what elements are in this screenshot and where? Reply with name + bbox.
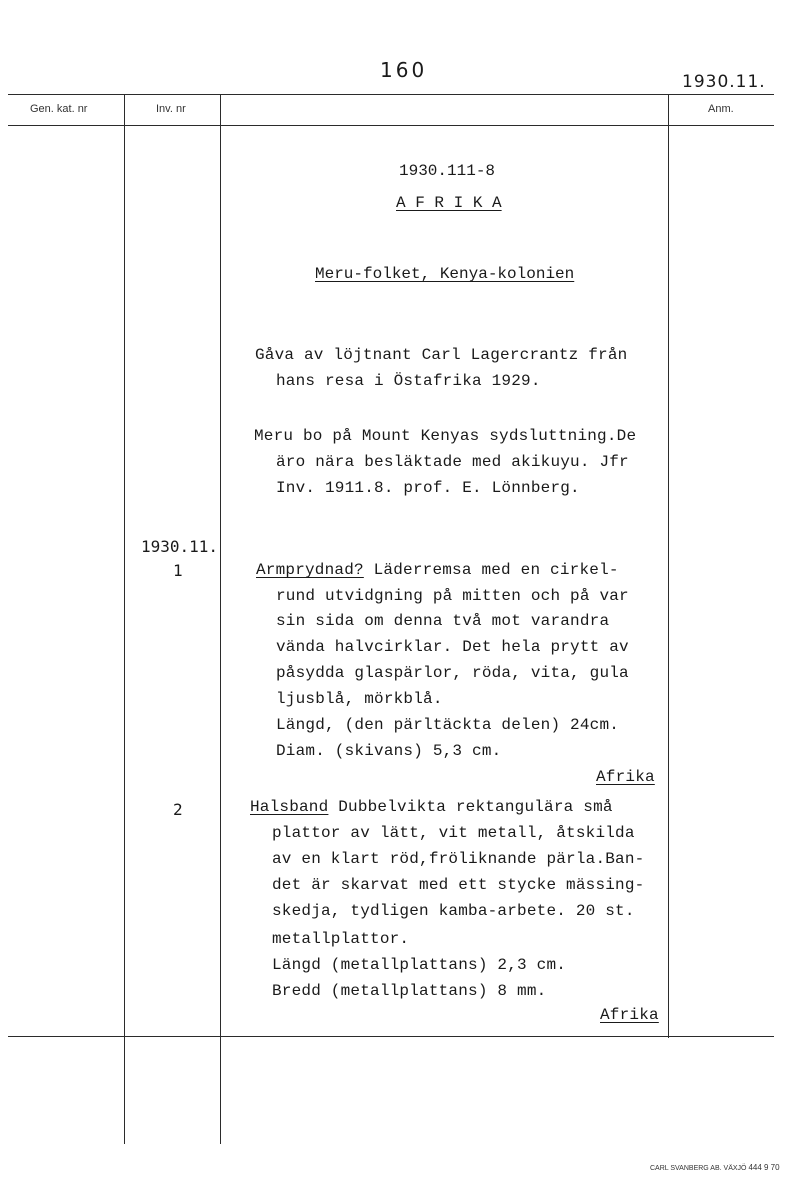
item-first-line-text: Läderremsa med en cirkel-	[363, 561, 619, 579]
people-heading: Meru-folket, Kenya-kolonien	[315, 265, 575, 283]
item-term: Halsband	[250, 798, 329, 816]
item-description-line: sin sida om denna två mot varandra	[276, 612, 610, 630]
item-inventory-number: 1	[173, 561, 183, 580]
inventory-series-header: 1930.11.	[682, 72, 766, 92]
item-description-line: Bredd (metallplattans) 8 mm.	[272, 982, 547, 1000]
column-header-inv-nr: Inv. nr	[156, 103, 186, 115]
note-line: Meru bo på Mount Kenyas sydsluttning.De	[254, 427, 637, 445]
note-line: Inv. 1911.8. prof. E. Lönnberg.	[276, 479, 580, 497]
continent-heading: A F R I K A	[396, 194, 502, 212]
item-description-line: skedja, tydligen kamba-arbete. 20 st.	[272, 902, 635, 920]
item-description-line: metallplattor.	[272, 930, 410, 948]
printer-name: CARL SVANBERG AB. VÄXJÖ	[650, 1165, 747, 1172]
column-divider-3	[668, 94, 669, 1038]
column-header-gen-kat-nr: Gen. kat. nr	[30, 103, 88, 115]
lower-rule	[8, 1036, 774, 1037]
printer-imprint	[650, 1163, 780, 1172]
item-description-line: Diam. (skivans) 5,3 cm.	[276, 742, 502, 760]
item-first-line	[256, 561, 619, 579]
item-region: Afrika	[600, 1006, 659, 1024]
item-description-line: ljusblå, mörkblå.	[276, 690, 443, 708]
item-inventory-number: 2	[173, 800, 183, 819]
column-divider-2	[220, 94, 221, 1144]
form-code: 444 9 70	[748, 1163, 780, 1172]
item-description-line: plattor av lätt, vit metall, åtskilda	[272, 824, 635, 842]
item-description-line: rund utvidgning på mitten och på var	[276, 587, 629, 605]
top-rule	[8, 94, 774, 95]
item-description-line: Längd (metallplattans) 2,3 cm.	[272, 956, 567, 974]
note-line: äro nära besläktade med akikuyu. Jfr	[276, 453, 629, 471]
inventory-number-prefix: 1930.11.	[141, 537, 219, 556]
item-region: Afrika	[596, 768, 655, 786]
header-bottom-rule	[8, 125, 774, 126]
column-divider-1	[124, 94, 125, 1144]
catalog-range: 1930.111-8	[399, 162, 496, 180]
item-description-line: det är skarvat med ett stycke mässing-	[272, 876, 645, 894]
item-description-line: av en klart röd,fröliknande pärla.Ban-	[272, 850, 645, 868]
page-number: 160	[380, 58, 428, 82]
item-first-line	[250, 798, 613, 816]
donation-line: hans resa i Östafrika 1929.	[276, 372, 541, 390]
item-description-line: Längd, (den pärltäckta delen) 24cm.	[276, 716, 620, 734]
item-description-line: påsydda glaspärlor, röda, vita, gula	[276, 664, 629, 682]
column-header-anm: Anm.	[708, 103, 734, 115]
item-description-line: vända halvcirklar. Det hela prytt av	[276, 638, 629, 656]
item-first-line-text: Dubbelvikta rektangulära små	[328, 798, 613, 816]
donation-line: Gåva av löjtnant Carl Lagercrantz från	[255, 346, 628, 364]
item-term: Armprydnad?	[256, 561, 364, 579]
